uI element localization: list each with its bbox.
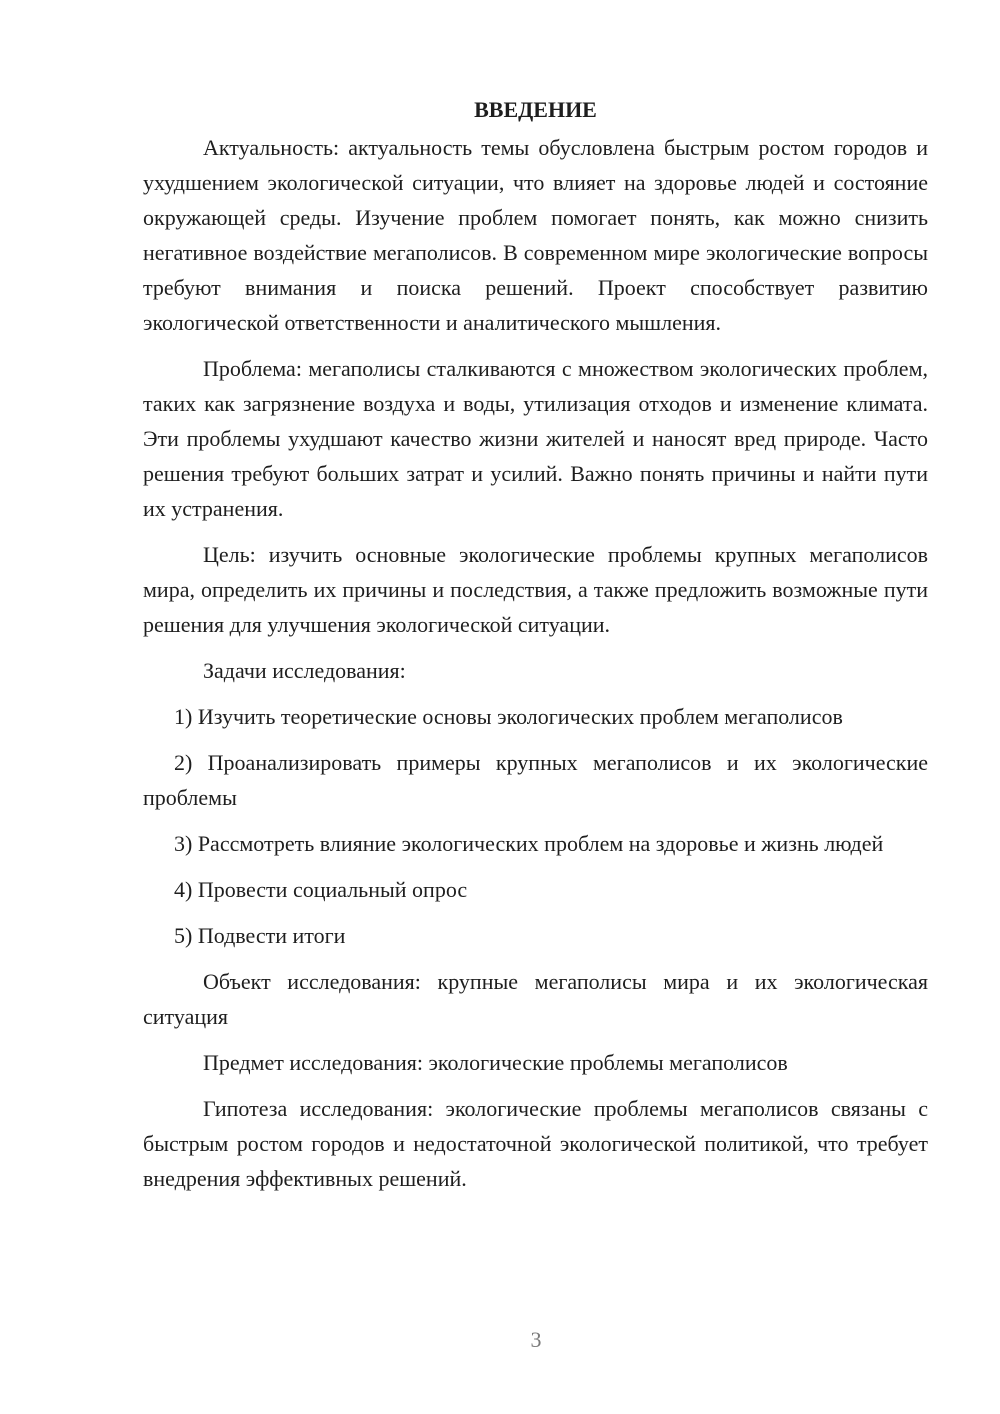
task-item-5: 5) Подвести итоги <box>174 923 346 948</box>
paragraph-problem: Проблема: мегаполисы сталкиваются с множеством экологических проблем, таких как загрязнение воздуха и воды, утилизация отходов и изменение климата. Эти проблемы ухудшают качество жизни жителей и наносят вред природе. Часто решения требуют больших затрат и усилий. Важно понять причины и найти пути их устранения. <box>143 356 928 521</box>
document-page <box>143 92 928 1207</box>
paragraph-relevance: Актуальность: актуальность темы обусловлена быстрым ростом городов и ухудшением экологической ситуации, что влияет на здоровье людей и состояние окружающей среды. Изучение проблем помогает понять, как можно снизить негативное воздействие мегаполисов. В современном мире экологические вопросы требуют внимания и поиска решений. Проект способствует развитию экологической ответственности и аналитического мышления. <box>143 135 928 335</box>
paragraph-goal: Цель: изучить основные экологические проблемы крупных мегаполисов мира, определить их причины и последствия, а также предложить возможные пути решения для улучшения экологической ситуации. <box>143 542 928 637</box>
task-item-2: 2) Проанализировать примеры крупных мегаполисов и их экологические проблемы <box>143 750 928 810</box>
page-number: 3 <box>530 1327 542 1352</box>
paragraph-hypothesis: Гипотеза исследования: экологические проблемы мегаполисов связаны с быстрым ростом городов и недостаточной экологической политикой, что требует внедрения эффективных решений. <box>143 1096 928 1191</box>
paragraph-object: Объект исследования: крупные мегаполисы мира и их экологическая ситуация <box>143 969 928 1029</box>
tasks-heading: Задачи исследования: <box>203 658 406 683</box>
task-item-4: 4) Провести социальный опрос <box>174 877 468 902</box>
task-item-3: 3) Рассмотреть влияние экологических проблем на здоровье и жизнь людей <box>174 831 884 856</box>
paragraph-subject: Предмет исследования: экологические проблемы мегаполисов <box>203 1050 788 1075</box>
task-item-1: 1) Изучить теоретические основы экологических проблем мегаполисов <box>174 704 843 729</box>
section-title: ВВЕДЕНИЕ <box>474 97 597 122</box>
